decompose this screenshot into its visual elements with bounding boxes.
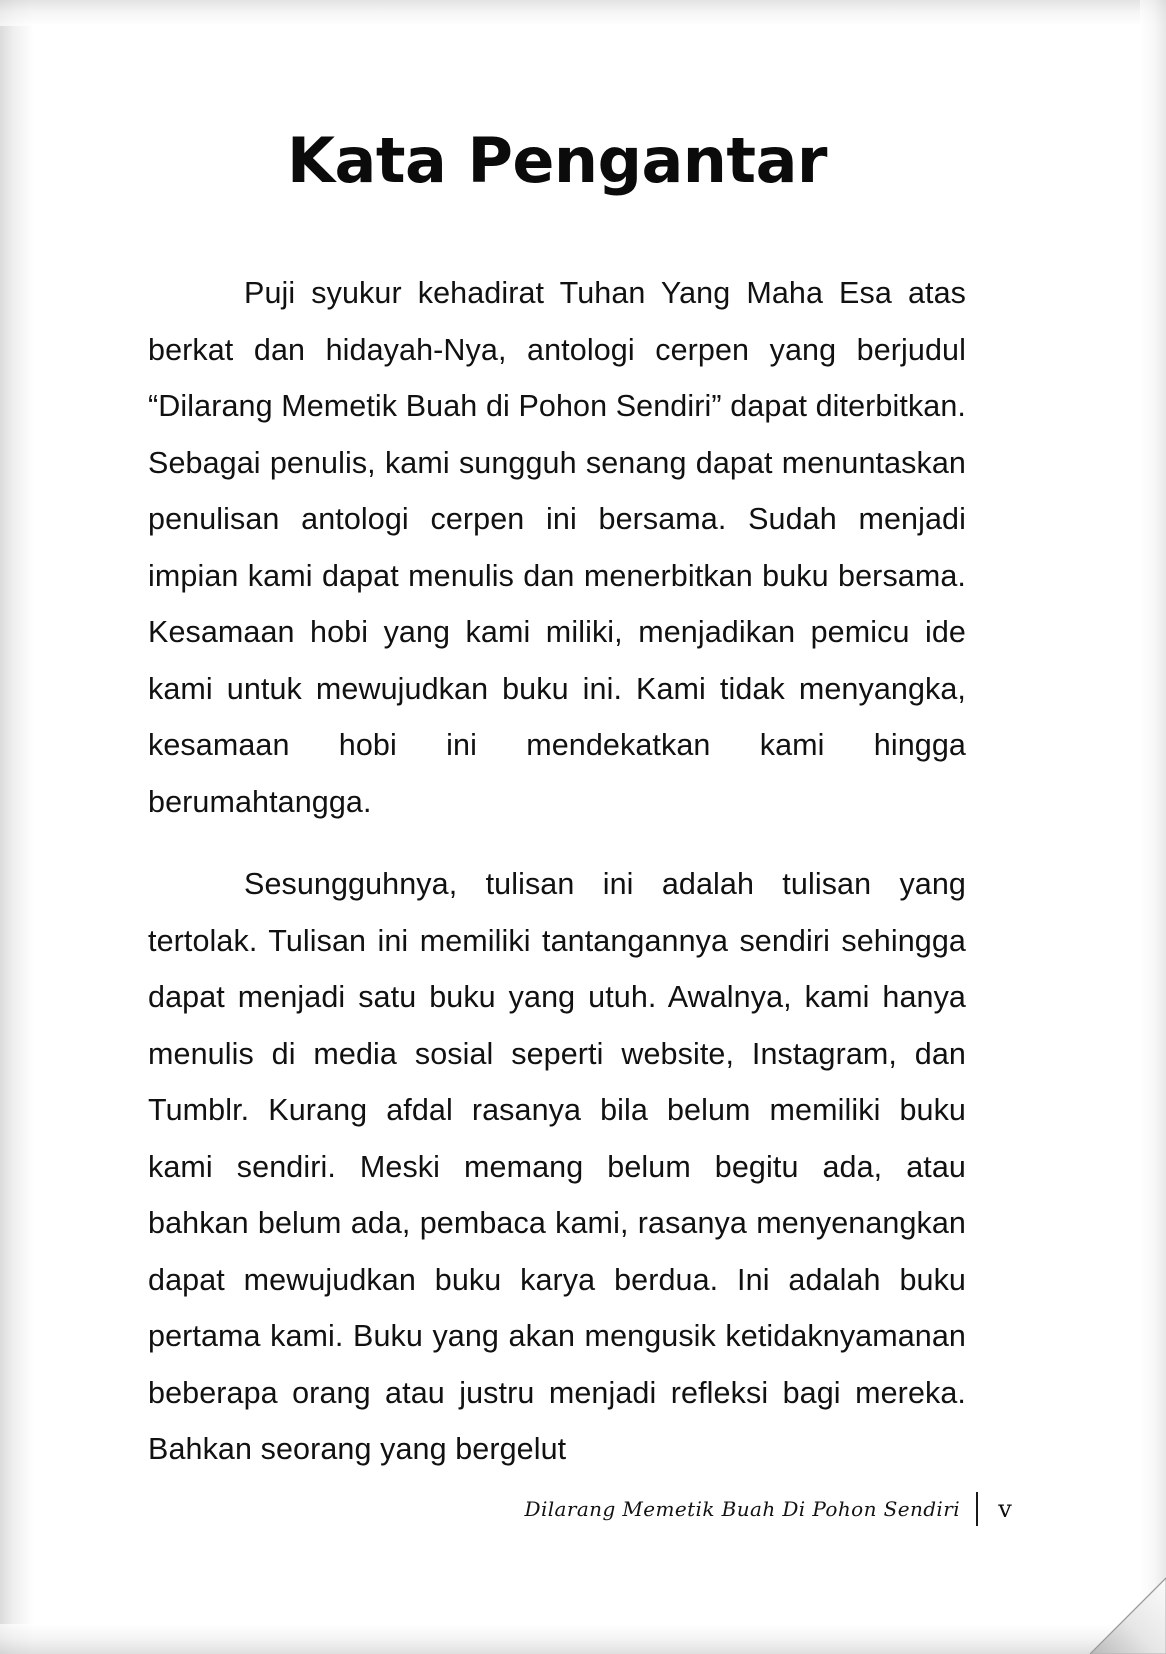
page-content	[148, 124, 966, 1478]
page-edge-shadow-bottom	[0, 1624, 1166, 1654]
page-edge-shadow-right	[1140, 0, 1166, 1654]
footer-page-number: v	[998, 1495, 1012, 1523]
page-edge-shadow-top	[0, 0, 1166, 26]
page-edge-shadow-left	[0, 0, 34, 1654]
page-footer	[148, 1492, 1016, 1526]
footer-divider	[976, 1492, 978, 1526]
body-paragraph: Sesungguhnya, tulisan ini adalah tulisan yang tertolak. Tulisan ini memiliki tantangannya sendiri sehingga dapat menjadi satu buku yang utuh. Awalnya, kami hanya menulis di media sosial seperti website, Instagram, dan Tumblr. Kurang afdal rasanya bila belum memiliki buku kami sendiri. Meski memang belum begitu ada, atau bahkan belum ada, pembaca kami, rasanya menyenangkan dapat mewujudkan buku karya berdua. Ini adalah buku pertama kami. Buku yang akan mengusik ketidaknyamanan beberapa orang atau justru menjadi refleksi bagi mereka. Bahkan seorang yang bergelut	[148, 867, 966, 1467]
page-title: Kata Pengantar	[287, 124, 827, 197]
body-paragraph: Puji syukur kehadirat Tuhan Yang Maha Esa atas berkat dan hidayah-Nya, antologi cerpen yang berjudul “Dilarang Memetik Buah di Pohon Sendiri” dapat diterbitkan. Sebagai penulis, kami sungguh senang dapat menuntaskan penulisan antologi cerpen ini bersama. Sudah menjadi impian kami dapat menulis dan menerbitkan buku bersama. Kesamaan hobi yang kami miliki, menjadikan pemicu ide kami untuk mewujudkan buku ini. Kami tidak menyangka, kesamaan hobi ini mendekatkan kami hingga berumahtangga.	[148, 276, 966, 819]
footer-running-title: Dilarang Memetik Buah Di Pohon Sendiri	[524, 1497, 960, 1521]
page-curl-corner	[1070, 1558, 1166, 1654]
